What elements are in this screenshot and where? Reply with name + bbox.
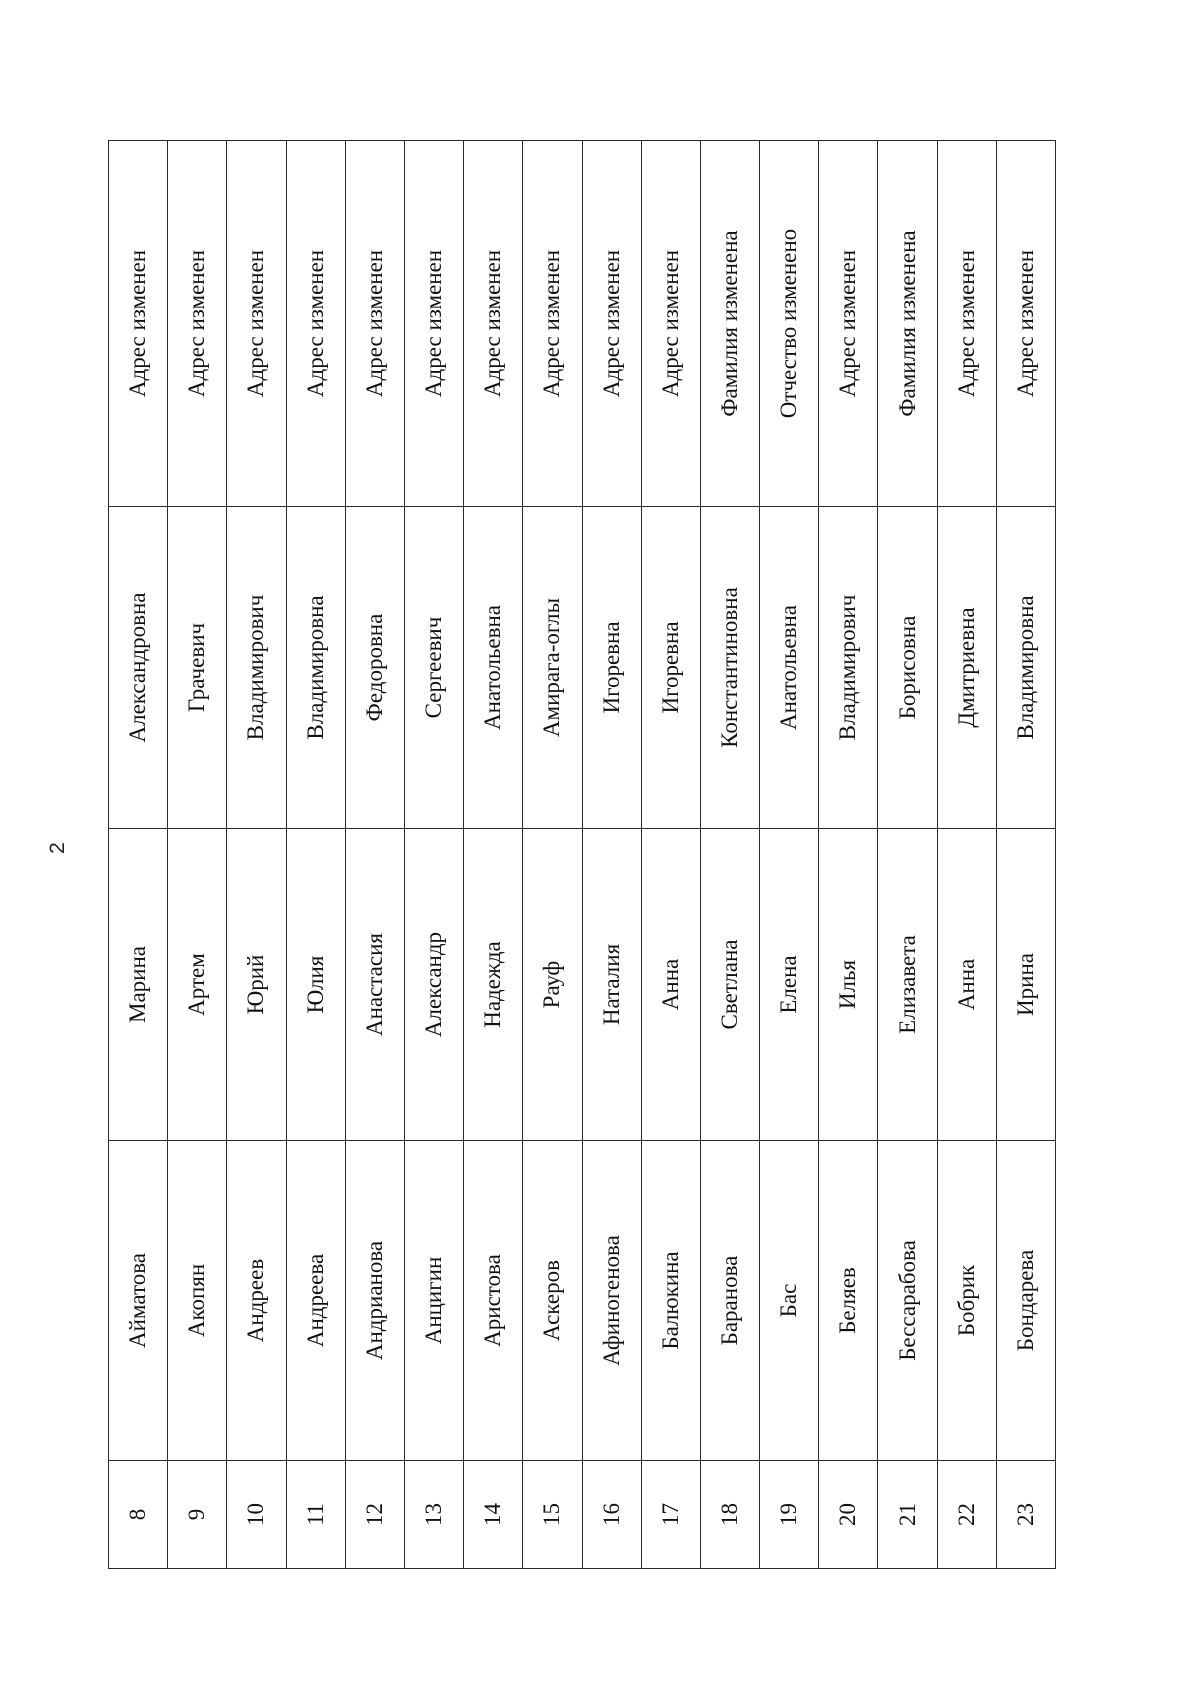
patronymic-cell: Амирага-оглы (523, 507, 582, 829)
table-row (937, 141, 996, 1569)
first-name-cell: Ирина (996, 829, 1055, 1141)
last-name-cell: Балюкина (641, 1141, 700, 1461)
last-name-cell: Аристова (464, 1141, 523, 1461)
patronymic-cell: Александровна (109, 507, 168, 829)
patronymic-cell: Владимирович (227, 507, 286, 829)
patronymic-cell: Игоревна (582, 507, 641, 829)
table-row (582, 141, 641, 1569)
row-number-cell: 20 (819, 1461, 878, 1569)
last-name-cell: Беляев (819, 1141, 878, 1461)
patronymic-cell: Игоревна (641, 507, 700, 829)
first-name-cell: Анастасия (345, 829, 404, 1141)
change-note-cell: Отчество изменено (760, 141, 819, 507)
last-name-cell: Андрианова (345, 1141, 404, 1461)
row-number-cell: 21 (878, 1461, 937, 1569)
change-note-cell: Адрес изменен (819, 141, 878, 507)
table-row (227, 141, 286, 1569)
table-row (523, 141, 582, 1569)
first-name-cell: Илья (819, 829, 878, 1141)
table-row (109, 141, 168, 1569)
table-row (464, 141, 523, 1569)
row-number-cell: 9 (168, 1461, 227, 1569)
records-table (108, 140, 1056, 1569)
last-name-cell: Бобрик (937, 1141, 996, 1461)
row-number-cell: 11 (286, 1461, 345, 1569)
change-note-cell: Фамилия изменена (878, 141, 937, 507)
patronymic-cell: Константиновна (700, 507, 759, 829)
row-number-cell: 8 (109, 1461, 168, 1569)
last-name-cell: Акопян (168, 1141, 227, 1461)
patronymic-cell: Анатольевна (760, 507, 819, 829)
first-name-cell: Рауф (523, 829, 582, 1141)
change-note-cell: Адрес изменен (464, 141, 523, 507)
table-row (286, 141, 345, 1569)
change-note-cell: Адрес изменен (641, 141, 700, 507)
patronymic-cell: Владимировна (286, 507, 345, 829)
row-number-cell: 15 (523, 1461, 582, 1569)
change-note-cell: Адрес изменен (523, 141, 582, 507)
table-row (168, 141, 227, 1569)
table-row (641, 141, 700, 1569)
first-name-cell: Елизавета (878, 829, 937, 1141)
records-table-wrapper (108, 141, 1056, 1569)
patronymic-cell: Анатольевна (464, 507, 523, 829)
table-row (996, 141, 1055, 1569)
change-note-cell: Адрес изменен (109, 141, 168, 507)
patronymic-cell: Владимировна (996, 507, 1055, 829)
patronymic-cell: Владимирович (819, 507, 878, 829)
table-row (404, 141, 463, 1569)
first-name-cell: Марина (109, 829, 168, 1141)
last-name-cell: Аскеров (523, 1141, 582, 1461)
change-note-cell: Адрес изменен (582, 141, 641, 507)
row-number-cell: 17 (641, 1461, 700, 1569)
change-note-cell: Адрес изменен (404, 141, 463, 507)
row-number-cell: 16 (582, 1461, 641, 1569)
change-note-cell: Адрес изменен (227, 141, 286, 507)
first-name-cell: Наталия (582, 829, 641, 1141)
records-table-body (109, 141, 1056, 1569)
first-name-cell: Елена (760, 829, 819, 1141)
first-name-cell: Александр (404, 829, 463, 1141)
change-note-cell: Адрес изменен (345, 141, 404, 507)
last-name-cell: Бессарабова (878, 1141, 937, 1461)
first-name-cell: Анна (937, 829, 996, 1141)
table-row (819, 141, 878, 1569)
row-number-cell: 12 (345, 1461, 404, 1569)
first-name-cell: Надежда (464, 829, 523, 1141)
last-name-cell: Андреева (286, 1141, 345, 1461)
first-name-cell: Светлана (700, 829, 759, 1141)
first-name-cell: Артем (168, 829, 227, 1141)
table-row (345, 141, 404, 1569)
first-name-cell: Анна (641, 829, 700, 1141)
page-number: 2 (46, 842, 69, 854)
row-number-cell: 19 (760, 1461, 819, 1569)
table-row (700, 141, 759, 1569)
change-note-cell: Адрес изменен (168, 141, 227, 507)
last-name-cell: Анцигин (404, 1141, 463, 1461)
change-note-cell: Адрес изменен (286, 141, 345, 507)
first-name-cell: Юлия (286, 829, 345, 1141)
last-name-cell: Баранова (700, 1141, 759, 1461)
last-name-cell: Бондарева (996, 1141, 1055, 1461)
table-row (878, 141, 937, 1569)
change-note-cell: Фамилия изменена (700, 141, 759, 507)
table-row (760, 141, 819, 1569)
last-name-cell: Бас (760, 1141, 819, 1461)
last-name-cell: Андреев (227, 1141, 286, 1461)
row-number-cell: 14 (464, 1461, 523, 1569)
patronymic-cell: Сергеевич (404, 507, 463, 829)
first-name-cell: Юрий (227, 829, 286, 1141)
row-number-cell: 10 (227, 1461, 286, 1569)
row-number-cell: 13 (404, 1461, 463, 1569)
last-name-cell: Афиногенова (582, 1141, 641, 1461)
row-number-cell: 18 (700, 1461, 759, 1569)
patronymic-cell: Грачевич (168, 507, 227, 829)
patronymic-cell: Борисовна (878, 507, 937, 829)
row-number-cell: 22 (937, 1461, 996, 1569)
row-number-cell: 23 (996, 1461, 1055, 1569)
change-note-cell: Адрес изменен (937, 141, 996, 507)
last-name-cell: Айматова (109, 1141, 168, 1461)
change-note-cell: Адрес изменен (996, 141, 1055, 507)
patronymic-cell: Дмитриевна (937, 507, 996, 829)
patronymic-cell: Федоровна (345, 507, 404, 829)
